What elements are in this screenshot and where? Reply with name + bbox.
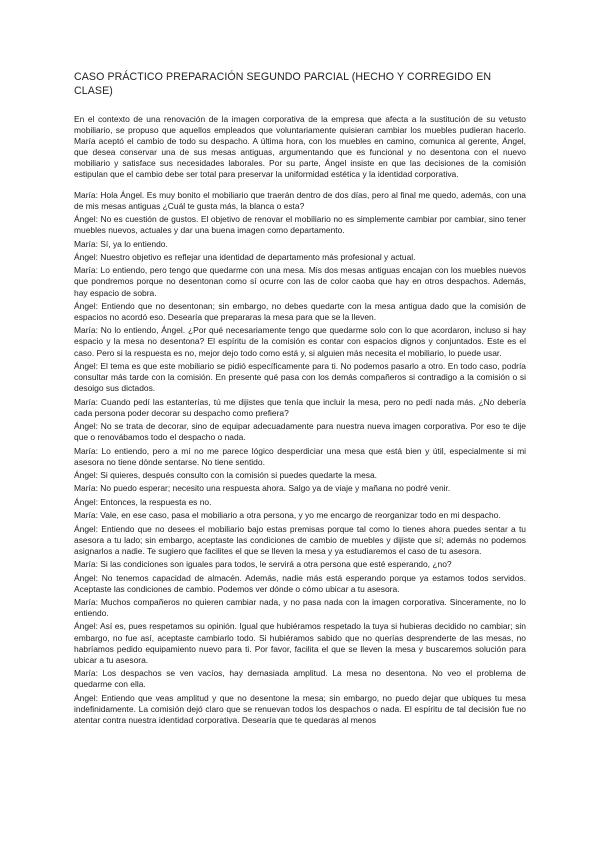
dialogue-line bbox=[74, 301, 526, 323]
dialogue-line bbox=[74, 524, 526, 557]
dialogue-line bbox=[74, 361, 526, 394]
dialogue-text: Hola Ángel. Es muy bonito el mobiliario que traerán dentro de dos días, pero al final me quedo, además, con una de mis mesas antiguas ¿Cuál te gusta más, la blanca o esta? bbox=[74, 189, 526, 211]
dialogue-line bbox=[74, 325, 526, 358]
speaker-name: Ángel: bbox=[74, 572, 98, 583]
dialogue-line bbox=[74, 510, 526, 521]
dialogue-line bbox=[74, 265, 526, 298]
dialogue-line bbox=[74, 214, 526, 236]
speaker-name: Ángel: bbox=[74, 496, 98, 507]
dialogue-text: Lo entiendo, pero tengo que quedarme con una mesa. Mis dos mesas antiguas encajan con los muebles nuevos que pondremos porque no desentonan como sí ocurre con las de color caoba que hay en otros despachos. Además, hay espacio de sobra. bbox=[74, 265, 526, 298]
dialogue-section bbox=[74, 190, 526, 726]
speaker-name: Ángel: bbox=[74, 421, 98, 432]
dialogue-line bbox=[74, 421, 526, 443]
dialogue-text: El tema es que este mobiliario se pidió específicamente para ti. No podemos pasarlo a otro. En todo caso, podría consultar más tarde con la comisión. En presente qué pasa con los demás compañeros si contradigo a la comisión o si desoigo sus dictados. bbox=[74, 360, 526, 394]
speaker-name: María: bbox=[74, 189, 98, 200]
case-introduction: En el contexto de una renovación de la imagen corporativa de la empresa que afecta a la sustitución de su vetusto mobiliario, se propuso que aquellos empleados que voluntariamente quisieran cambiar los muebles pudieran hacerlo. María aceptó el cambio de todo su despacho. A última hora, con los muebles en camino, comunica al gerente, Ángel, que desea conservar una de sus mesas antiguas, argumentando que es funcional y no desentona con el nuevo mobiliario y satisface sus necesidades laborales. Por su parte, Ángel insiste en que las decisiones de la comisión estipulan que el cambio debe ser total para preservar la uniformidad estética y la identidad corporativa. bbox=[74, 114, 526, 180]
dialogue-text: Nuestro objetivo es reflejar una identidad de departamento más profesional y actual. bbox=[100, 251, 416, 262]
dialogue-text: Entonces, la respuesta es no. bbox=[100, 496, 212, 507]
dialogue-line bbox=[74, 239, 526, 250]
dialogue-line bbox=[74, 621, 526, 665]
speaker-name: Ángel: bbox=[74, 251, 98, 262]
dialogue-text: Si quieres, después consulto con la comisión si puedes quedarte la mesa. bbox=[100, 469, 378, 480]
dialogue-line bbox=[74, 597, 526, 619]
speaker-name: Ángel: bbox=[74, 214, 98, 225]
dialogue-line bbox=[74, 559, 526, 570]
dialogue-text: No se trata de decorar, sino de equipar adecuadamente para nuestra nueva imagen corporativa. Por eso te dije que o renovábamos todo el despacho o nada. bbox=[74, 421, 526, 443]
speaker-name: María: bbox=[74, 559, 98, 570]
dialogue-line bbox=[74, 573, 526, 595]
speaker-name: María: bbox=[74, 238, 98, 249]
dialogue-line bbox=[74, 397, 526, 419]
dialogue-text: Lo entiendo, pero a mí no me parece lógico desperdiciar una mesa que está bien y útil, especialmente si mi asesora no tiene dónde sentarse. No tiene sentido. bbox=[74, 445, 526, 467]
speaker-name: Ángel: bbox=[74, 621, 98, 632]
dialogue-text: Así es, pues respetamos su opinión. Igual que hubiéramos respetado la tuya si hubieras decidido no cambiar; sin embargo, no fue así, aceptaste cambiarlo todo. Si hubiéramos sabido que no querías desprenderte de las mesas, no habríamos pedido equipamiento nuevo para ti. Por favor, facilita el que se lleven la mesa y buscaremos solución para ubicar a tu asesora. bbox=[74, 621, 526, 665]
speaker-name: Ángel: bbox=[74, 692, 98, 703]
speaker-name: Ángel: bbox=[74, 360, 98, 371]
dialogue-text: Entiendo que no desees el mobiliario bajo estas premisas porque tal como lo tienes ahora puedes sentar a tu asesora a tu lado; sin embargo, aceptaste las condiciones de cambio de muebles y dijiste que sí; además no podemos asignarlos a nadie. Te sugiero que facilites el que se lleven la mesa y ya estudiaremos el caso de tu asesora. bbox=[74, 523, 526, 556]
dialogue-line bbox=[74, 483, 526, 494]
dialogue-line bbox=[74, 446, 526, 468]
speaker-name: María: bbox=[74, 265, 98, 276]
dialogue-text: No es cuestión de gustos. El objetivo de renovar el mobiliario no es simplemente cambiar por cambiar, sino tener muebles nuevos, actuales y dar una buena imagen como departamento. bbox=[74, 214, 526, 236]
dialogue-text: Muchos compañeros no quieren cambiar nada, y no pasa nada con la imagen corporativa. Sinceramente, no lo entiendo. bbox=[74, 597, 526, 619]
speaker-name: María: bbox=[74, 483, 98, 494]
speaker-name: María: bbox=[74, 396, 98, 407]
dialogue-text: No tenemos capacidad de almacén. Además, nadie más está esperando porque ya estamos todos servidos. Aceptaste las condiciones de cambio. Podemos ver dónde o cómo ubicar a tu asesora. bbox=[74, 572, 526, 594]
dialogue-text: Vale, en ese caso, pasa el mobiliario a otra persona, y yo me encargo de reorganizar todo en mi despacho. bbox=[100, 510, 501, 521]
dialogue-line bbox=[74, 252, 526, 263]
speaker-name: Ángel: bbox=[74, 469, 98, 480]
document-title: CASO PRÁCTICO PREPARACIÓN SEGUNDO PARCIAL (HECHO Y CORREGIDO EN CLASE) bbox=[74, 71, 492, 97]
dialogue-line bbox=[74, 497, 526, 508]
speaker-name: María: bbox=[74, 445, 98, 456]
dialogue-text: Sí, ya lo entiendo. bbox=[100, 238, 168, 249]
document-page bbox=[74, 70, 526, 728]
speaker-name: María: bbox=[74, 668, 98, 679]
dialogue-text: No lo entiendo, Ángel. ¿Por qué necesariamente tengo que quedarme solo con lo que acordaron, incluso si hay espacio y la mesa no desentona? El espíritu de la comisión es contar con espacios dignos y conjuntados. Este es el caso. Pero si la respuesta es no, mejor dejo todo como está y, si alguien más necesita el mobiliario, lo puede usar. bbox=[74, 325, 526, 358]
speaker-name: Ángel: bbox=[74, 300, 98, 311]
speaker-name: Ángel: bbox=[74, 523, 98, 534]
dialogue-text: Cuando pedí las estanterías, tú me dijistes que tenía que incluir la mesa, pero no pedí nada más. ¿No debería cada persona poder decorar su despacho como prefiera? bbox=[74, 396, 526, 418]
dialogue-text: Entiendo que no desentonan; sin embargo, no debes quedarte con la mesa antigua dado que la comisión de espacios no acordó eso. Desearía que prepararas la mesa para que se la lleven. bbox=[74, 300, 526, 322]
dialogue-line bbox=[74, 693, 526, 726]
dialogue-text: Entiendo que veas amplitud y que no desentone la mesa; sin embargo, no puedo dejar que ubiques tu mesa indefinidamente. La comisión dejó claro que se renuevan todos los despachos o nada. El espíritu de tal decisión fue no atentar contra nuestra identidad corporativa. Desearía que te quedaras al menos bbox=[74, 692, 526, 725]
dialogue-line bbox=[74, 470, 526, 481]
dialogue-text: Los despachos se ven vacíos, hay demasiada amplitud. La mesa no desentona. No veo el problema de quedarme con ella. bbox=[74, 668, 526, 690]
speaker-name: María: bbox=[74, 325, 98, 336]
speaker-name: María: bbox=[74, 597, 98, 607]
dialogue-line bbox=[74, 190, 526, 212]
speaker-name: María: bbox=[74, 510, 98, 521]
dialogue-line bbox=[74, 668, 526, 690]
dialogue-text: Si las condiciones son iguales para todos, le servirá a otra persona que esté esperando, ¿no? bbox=[100, 559, 452, 570]
dialogue-text: No puedo esperar; necesito una respuesta ahora. Salgo ya de viaje y mañana no podré venir. bbox=[100, 483, 451, 494]
